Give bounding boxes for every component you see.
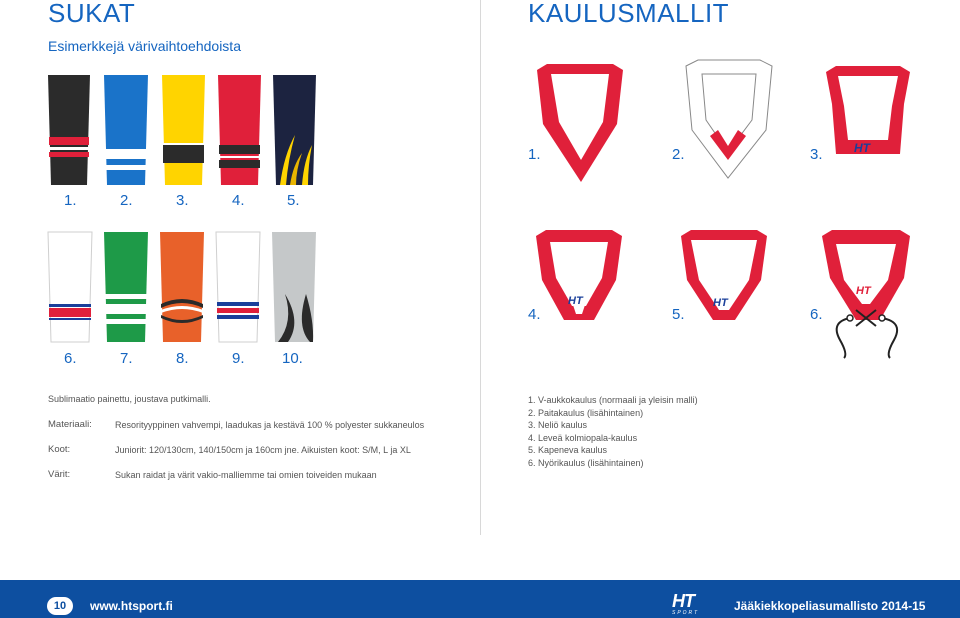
- collar-number-1: 1.: [528, 146, 541, 163]
- sock-number-6: 6.: [64, 350, 77, 367]
- collar-4-image: [534, 230, 634, 330]
- spec-sizes-label: Koot:: [48, 444, 71, 455]
- sock-number-10: 10.: [282, 350, 303, 367]
- spec-sizes-value: Juniorit: 120/130cm, 140/150cm ja 160cm jne. Aikuisten koot: S/M, L ja XL: [115, 445, 411, 455]
- page-number: 10: [47, 597, 73, 615]
- sock-1-image: [48, 75, 90, 185]
- spec-colors-value: Sukan raidat ja värit vakio-malliemme tai omien toiveiden mukaan: [115, 470, 377, 480]
- collar-number-4: 4.: [528, 306, 541, 323]
- collar-5-image: [679, 230, 779, 330]
- sock-number-2: 2.: [120, 192, 133, 209]
- ht-sport-logo: [672, 592, 722, 616]
- collar-list: [528, 394, 698, 470]
- socks-row-1: [40, 75, 340, 195]
- column-divider: [480, 0, 481, 535]
- sock-7-image: [104, 232, 148, 342]
- collars-title: KAULUSMALLIT: [528, 0, 730, 28]
- sock-number-7: 7.: [120, 350, 133, 367]
- collar-number-3: 3.: [810, 146, 823, 163]
- collar-number-2: 2.: [672, 146, 685, 163]
- socks-row-2: [40, 232, 340, 347]
- collar-3-image: [824, 66, 924, 166]
- collar-6-image: [820, 230, 930, 360]
- collar-list-item-4: 4. Leveä kolmiopala-kaulus: [528, 432, 638, 443]
- sock-6-image: [48, 232, 92, 342]
- collar-list-item-3: 3. Neliö kaulus: [528, 420, 588, 431]
- sock-number-8: 8.: [176, 350, 189, 367]
- sock-3-image: [162, 75, 205, 185]
- sock-9-image: [216, 232, 260, 342]
- spec-material-label: Materiaali:: [48, 419, 92, 430]
- sock-number-9: 9.: [232, 350, 245, 367]
- collar-number-6: 6.: [810, 306, 823, 323]
- logo-brand: HT: [672, 591, 694, 611]
- sock-number-4: 4.: [232, 192, 245, 209]
- spec-colors-label: Värit:: [48, 469, 71, 480]
- spec-material-value: Resorityyppinen vahvempi, laadukas ja kestävä 100 % polyester sukkaneulos: [115, 420, 425, 430]
- collar-list-item-1: 1. V-aukkokaulus (normaali ja yleisin malli): [528, 395, 698, 405]
- sock-number-5: 5.: [287, 192, 300, 209]
- collar-list-item-2: 2. Paitakaulus (lisähintainen): [528, 407, 644, 418]
- collar-2-image: [680, 60, 780, 180]
- sock-5-image: [273, 75, 316, 185]
- sock-4-image: [218, 75, 261, 185]
- socks-subtitle: Esimerkkejä värivaihtoehdoista: [48, 38, 241, 54]
- footer-url-link[interactable]: www.htsport.fi: [90, 599, 173, 613]
- sock-number-1: 1.: [64, 192, 77, 209]
- collar-1-image: [533, 64, 633, 184]
- socks-title: SUKAT: [48, 0, 136, 28]
- sock-10-image: [272, 232, 316, 342]
- sock-number-3: 3.: [176, 192, 189, 209]
- sock-8-image: [160, 232, 204, 342]
- svg-text:HT: HT: [856, 285, 871, 297]
- svg-text:HT: HT: [568, 295, 583, 307]
- collar-number-5: 5.: [672, 306, 685, 323]
- footer-catalog-title: Jääkiekkopeliasumallisto 2014-15: [734, 599, 926, 613]
- sock-2-image: [104, 75, 148, 185]
- logo-brand-sub: SPORT: [672, 610, 700, 616]
- sock-description: Sublimaatio painettu, joustava putkimalli.: [48, 394, 211, 404]
- collar-list-item-5: 5. Kapeneva kaulus: [528, 445, 608, 456]
- svg-text:HT: HT: [854, 141, 870, 155]
- collar-list-item-6: 6. Nyörikaulus (lisähintainen): [528, 457, 644, 468]
- svg-text:HT: HT: [713, 297, 728, 309]
